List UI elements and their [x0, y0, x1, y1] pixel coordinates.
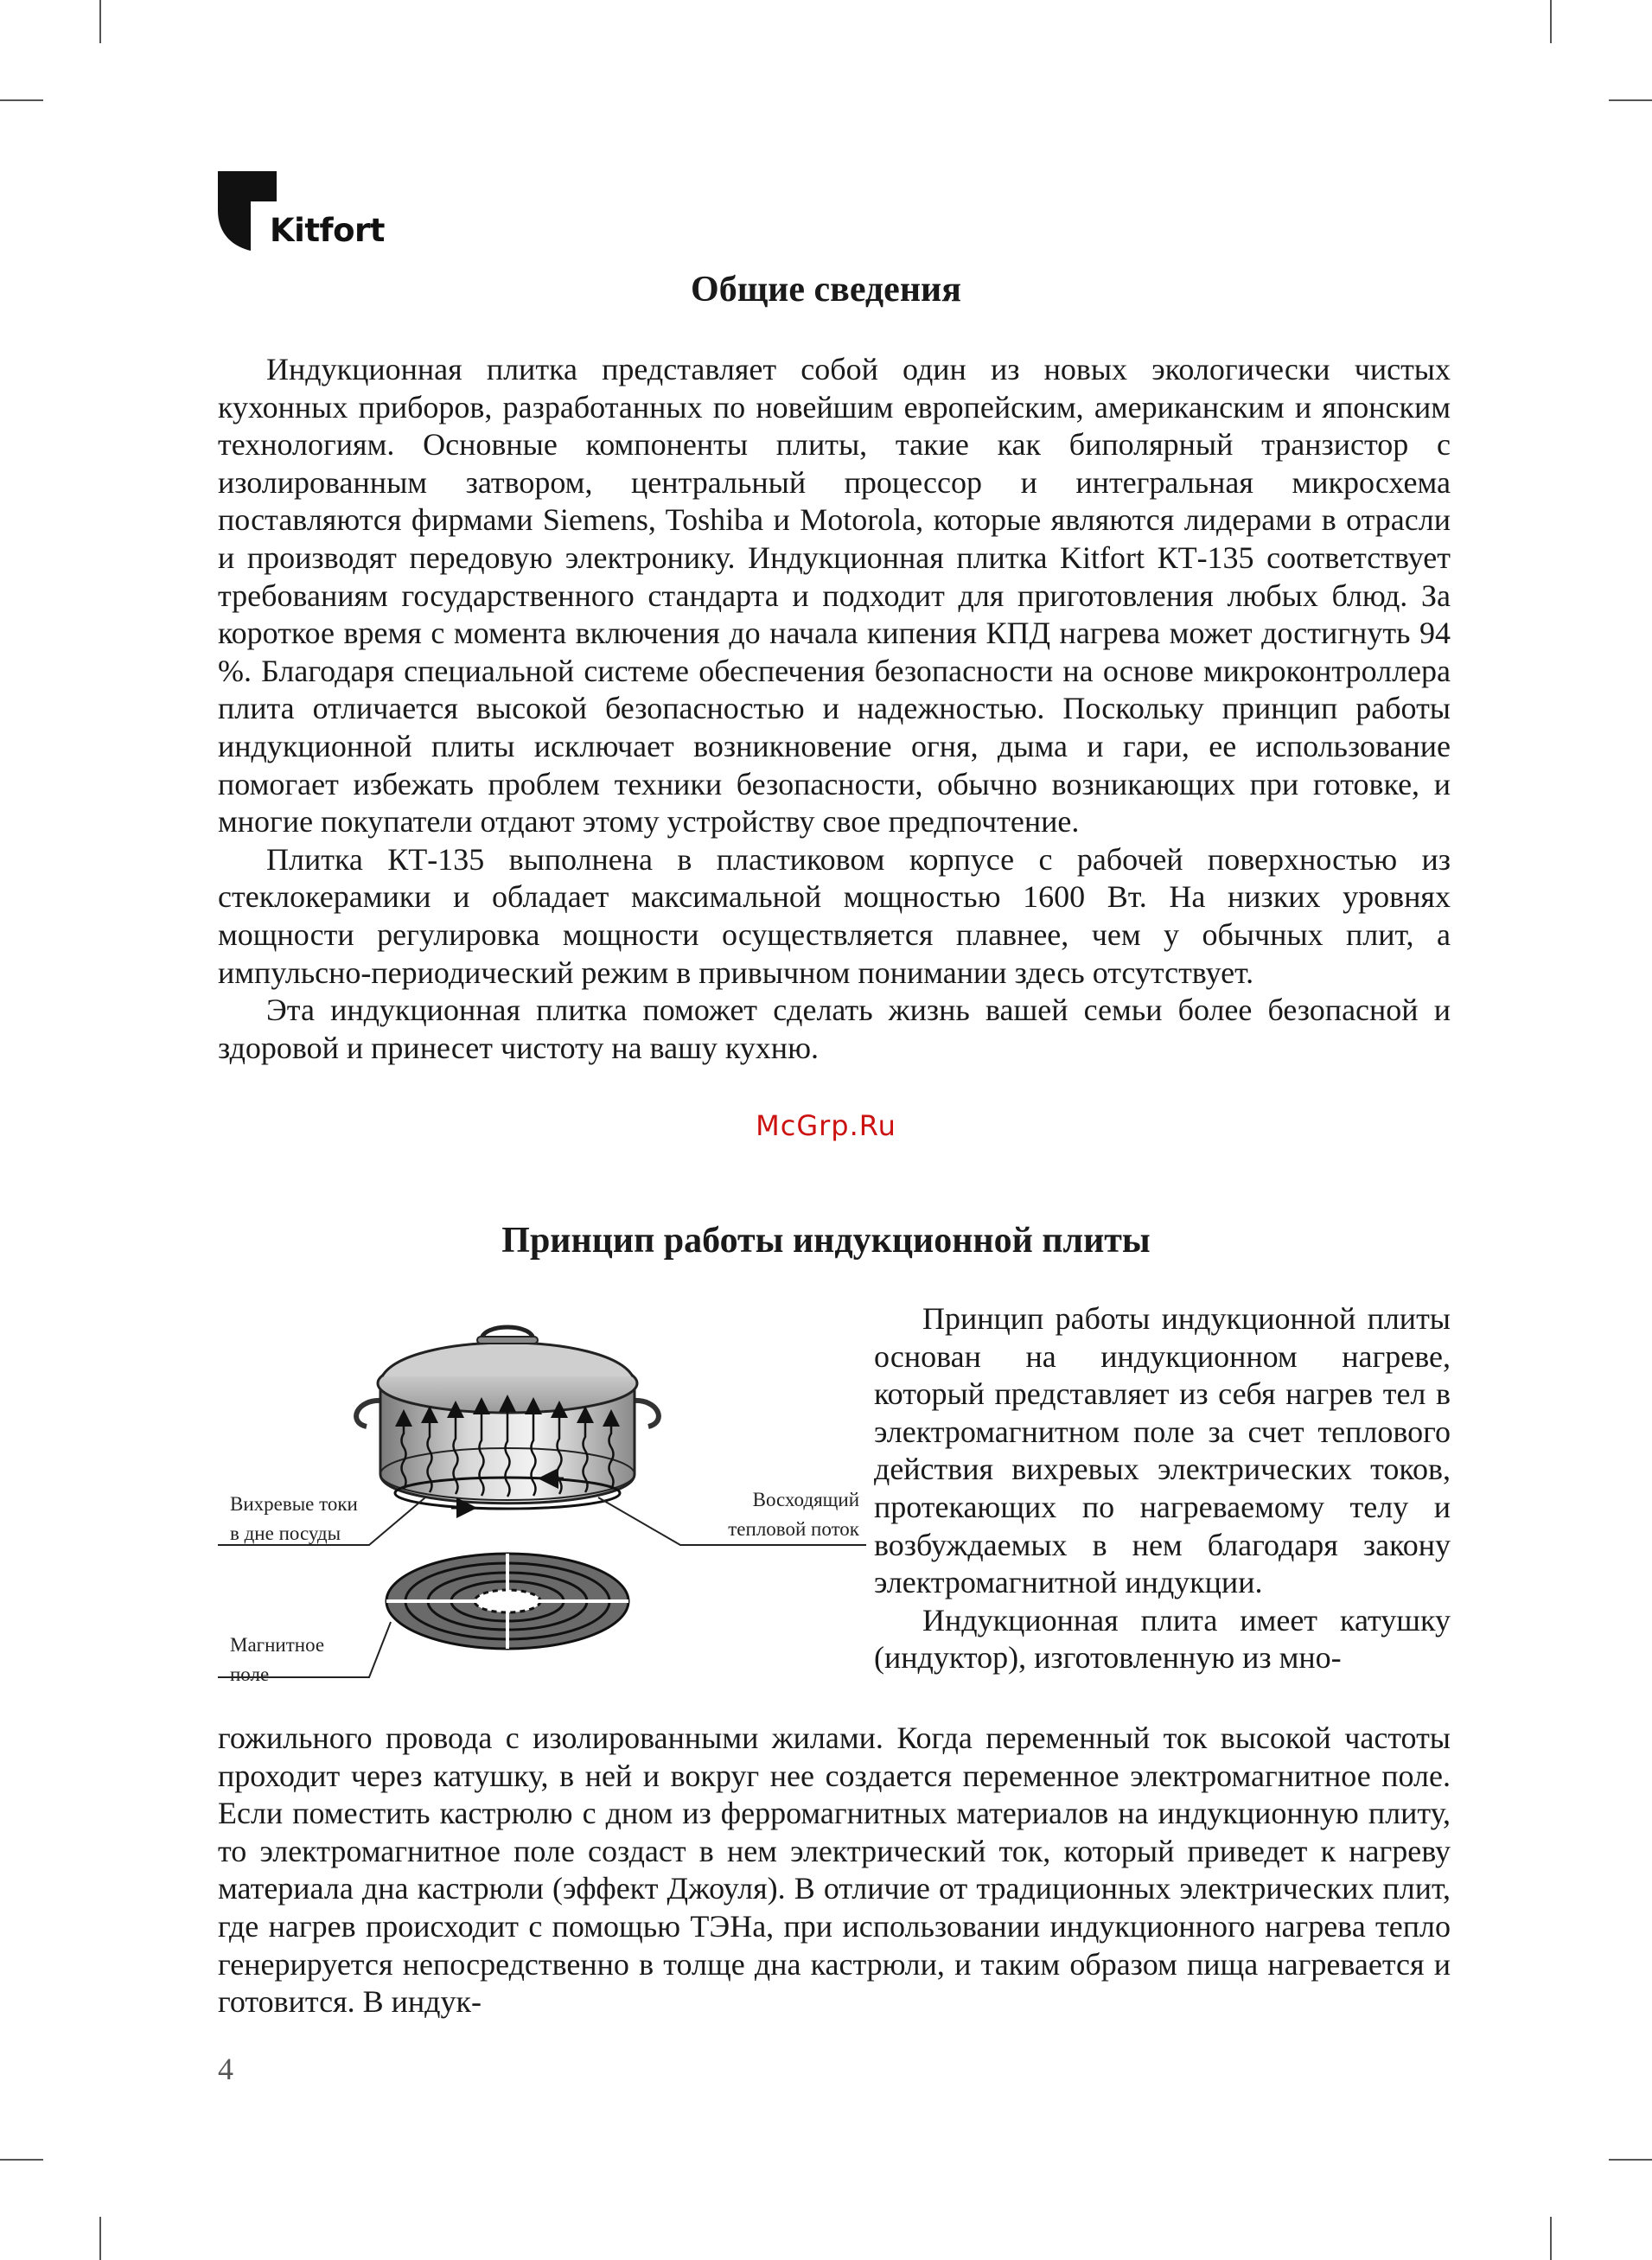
watermark[interactable]: McGrp.Ru	[756, 1109, 896, 1142]
kitfort-logo	[218, 171, 391, 258]
paragraph: Индукционная плитка представляет собой один из новых экологически чистых кухонных приборов, разработанных по новейшим европейским, американским и японским технологиям. Основные компоненты плиты, такие как биполярный транзистор с изолированным затвором, центральный процессор и интегральная микросхема поставляются фирмами Siemens, Toshiba и Motorola, которые являются лидерами в отрасли и производят передовую электронику. Индукционная плитка Kitfort КТ-135 соответствует требованиям государственного стандарта и подходит для приготовления любых блюд. За короткое время с момента включения до начала кипения КПД нагрева может достигнуть 94 %. Благодаря специальной системе обеспечения безопасности на основе микроконтроллера плита отличается высокой безопасностью и надежностью. Поскольку принцип работы индукционной плиты исключает возникновение огня, дыма и гари, ее использование помогает избежать проблем техники безопасности, обычно возникающих при готовке, и многие покупатели отдают этому устройству свое предпочтение.	[218, 352, 1451, 840]
section-principle-body	[218, 1720, 1451, 2021]
crop-mark	[0, 2159, 43, 2161]
crop-mark	[1550, 2217, 1552, 2260]
label-magnetic-field: Магнитное поле	[230, 1634, 325, 1685]
paragraph: Эта индукционная плитка поможет сделать жизнь вашей семьи более безопасной и здоровой и принесет чистоту на вашу кухню.	[218, 993, 1451, 1065]
paragraph: Плитка КТ-135 выполнена в пластиковом корпусе с рабочей поверхностью из стеклокерамики и обладает максимальной мощностью 1600 Вт. На низких уровнях мощности регулировка мощности осуществляется плавнее, чем у обычных плит, а импульсно-периодический режим в привычном понимании здесь отсутствует.	[218, 841, 1451, 990]
brand-name: Kitfort	[270, 212, 385, 249]
crop-mark	[1609, 99, 1652, 101]
section-principle-column-text	[874, 1300, 1451, 1677]
kitfort-logo-mark-icon	[218, 171, 277, 251]
crop-mark	[99, 0, 101, 43]
crop-mark	[99, 2217, 101, 2260]
paragraph: Индукционная плита имеет катушку (индуктор), изготовленную из мно-	[874, 1602, 1451, 1676]
induction-diagram	[218, 1297, 866, 1703]
section-title-principle: Принцип работы индукционной плиты	[501, 1221, 1151, 1261]
crop-mark	[1550, 0, 1552, 43]
label-rising-heat-flow: Восходящий тепловой поток	[728, 1489, 859, 1540]
label-eddy-currents: Вихревые токи в дне посуды	[230, 1493, 358, 1544]
page-number: 4	[218, 2052, 233, 2086]
paragraph: Принцип работы индукционной плиты основан на индукционном нагреве, который представляет из себя нагрев тел в электромагнитном поле за счет теплового действия вихревых электрических токов, протекающих по нагреваемому телу и возбуждаемых в нем благодаря закону электромагнитной индукции.	[874, 1301, 1451, 1600]
section-title-general: Общие сведения	[691, 270, 961, 310]
section-general-body	[218, 351, 1451, 1067]
crop-mark	[1609, 2159, 1652, 2161]
paragraph: гожильного провода с изолированными жилами. Когда переменный ток высокой частоты проходит через катушку, в ней и вокруг нее создается переменное электромагнитное поле. Если поместить кастрюлю с дном из ферромагнитных материалов на индукционную плиту, то электромагнитное поле создаст в нем электрический ток, который приведет к нагреву материала дна кастрюли (эффект Джоуля). В отличие от традиционных электрических плит, где нагрев происходит с помощью ТЭНа, при использовании индукционного нагрева тепло генерируется непосредственно в толще дна кастрюли, и таким образом пища нагревается и готовится. В индук-	[218, 1721, 1451, 2020]
crop-mark	[0, 99, 43, 101]
